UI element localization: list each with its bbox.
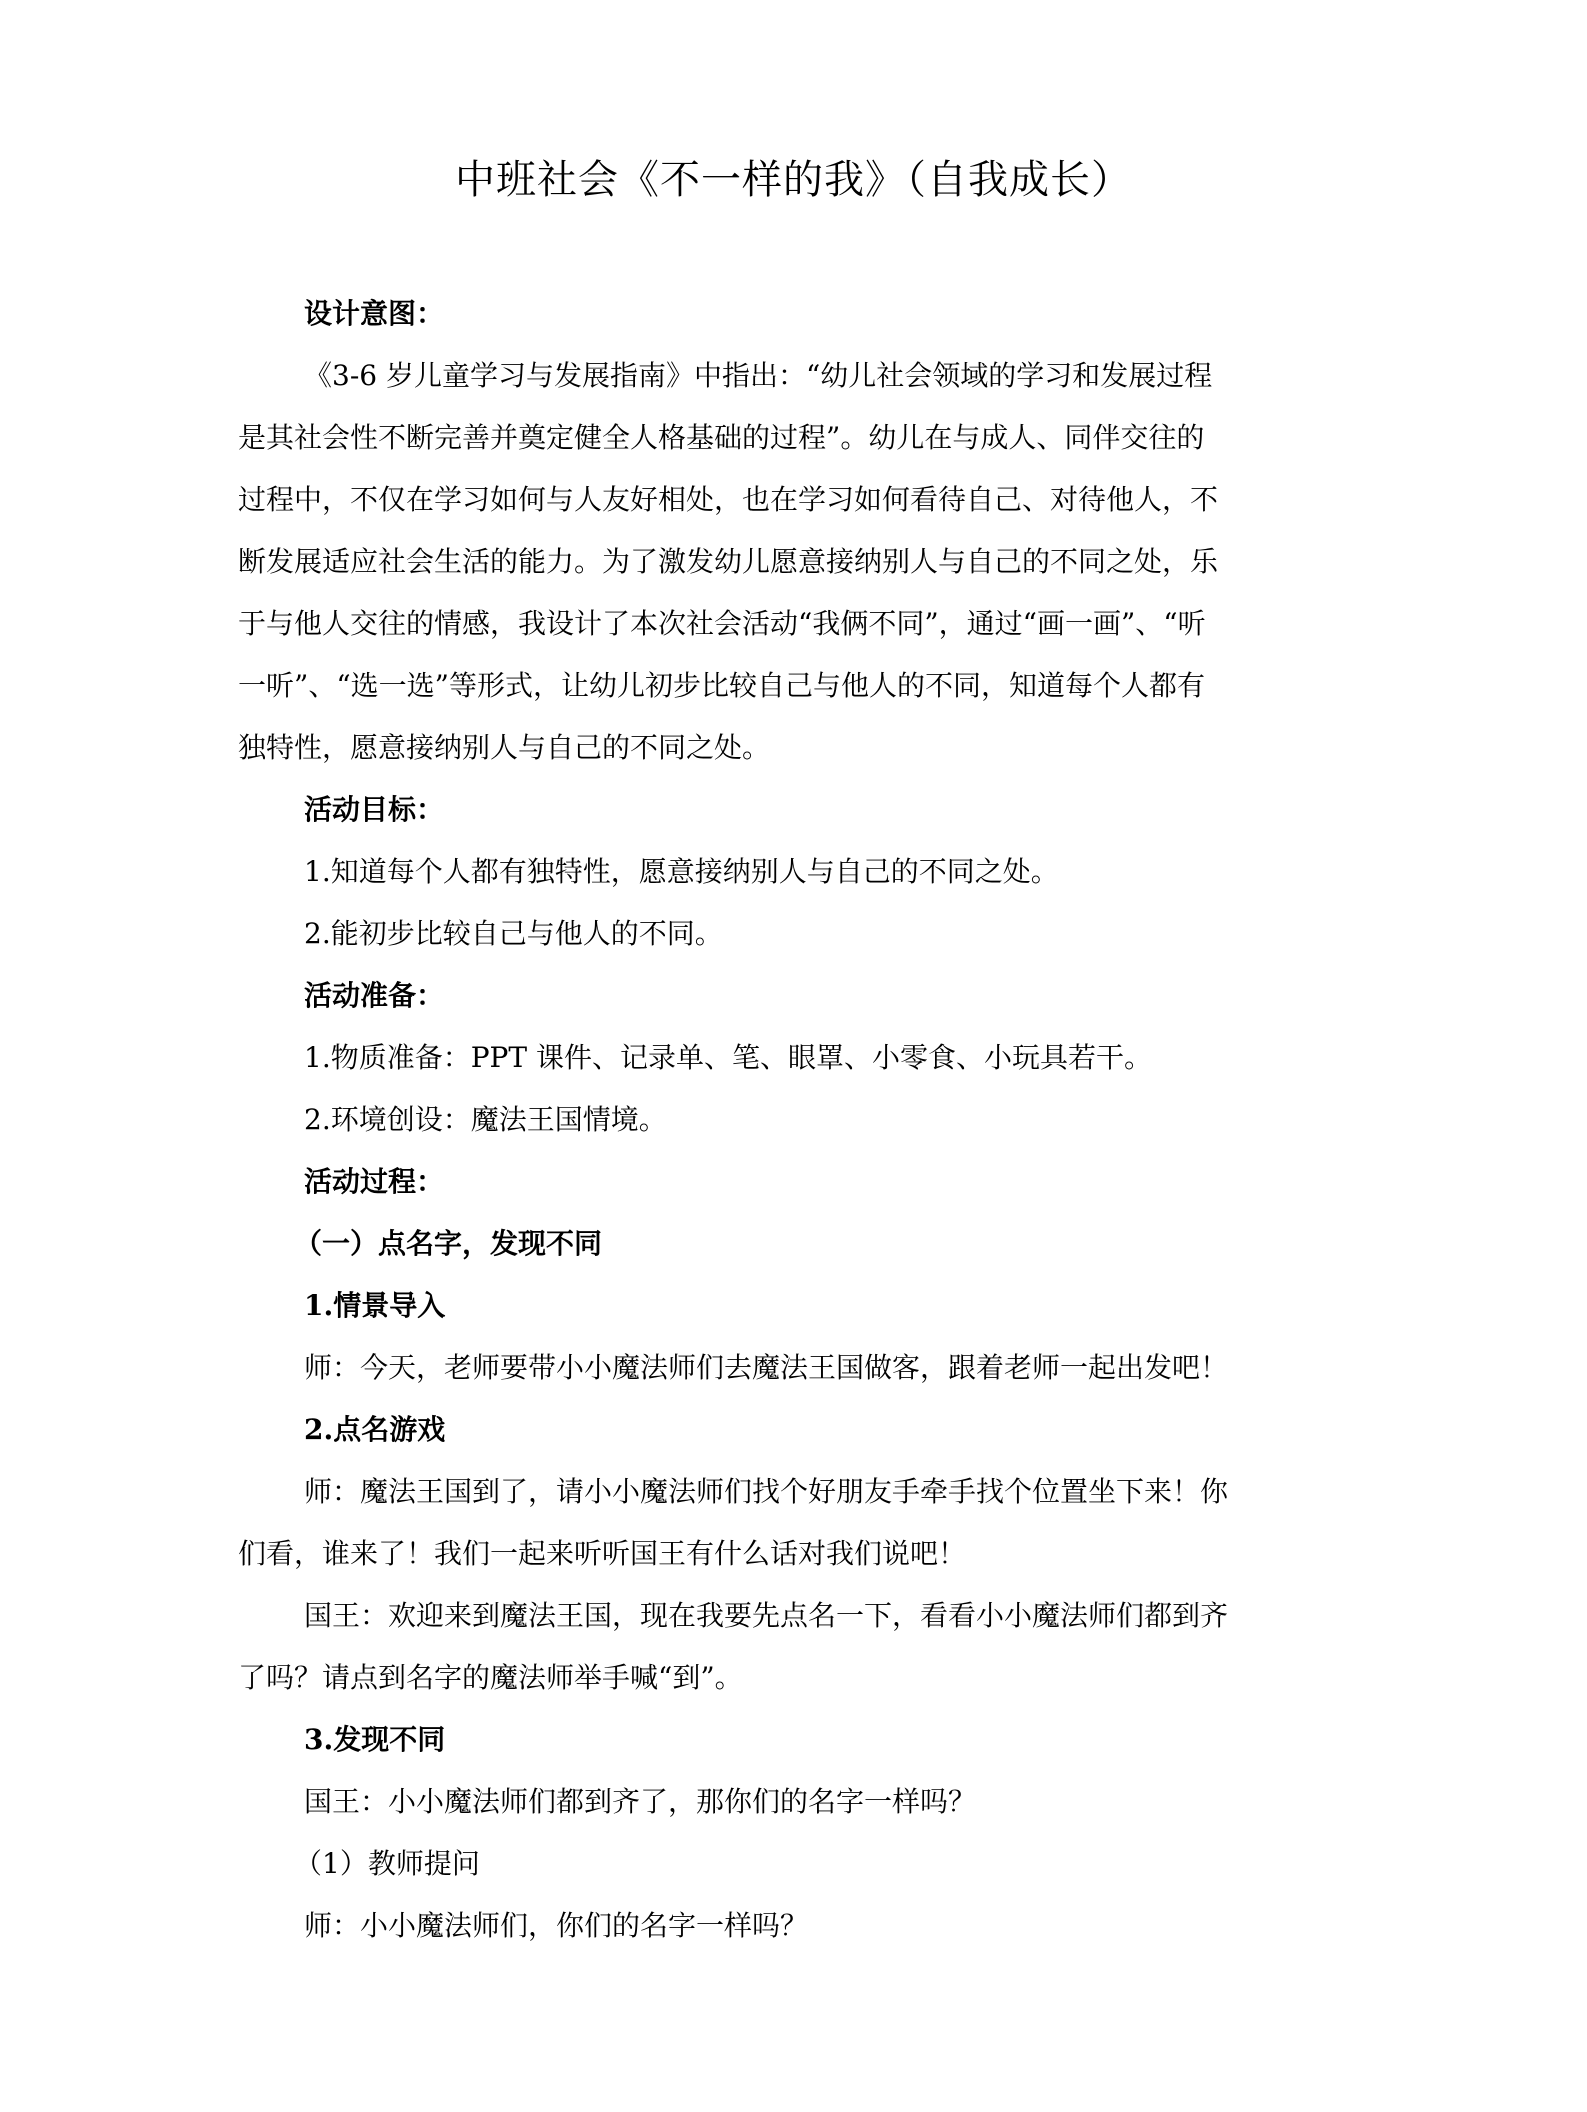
goal-item: 1.知道每个人都有独特性，愿意接纳别人与自己的不同之处。 [304,855,1059,888]
section-heading-process: 活动过程： [304,1165,445,1198]
section-heading-design-intent: 设计意图： [304,297,445,330]
goal-item: 2.能初步比较自己与他人的不同。 [304,917,723,950]
step-heading: 2.点名游戏 [304,1413,446,1446]
dialogue-line: 国王：小小魔法师们都到齐了，那你们的名字一样吗？ [304,1785,977,1818]
section-heading-preparation: 活动准备： [304,979,445,1012]
document-title: 中班社会《不一样的我》（自我成长） [455,157,1132,203]
sub-step-label: （1）教师提问 [294,1847,480,1880]
paragraph-line: 于与他人交往的情感，我设计了本次社会活动“我俩不同”，通过“画一画”、“听 [238,607,1206,640]
preparation-item: 1.物质准备：PPT 课件、记录单、笔、眼罩、小零食、小玩具若干。 [304,1041,1152,1074]
step-heading: 1.情景导入 [304,1289,446,1322]
section-preparation [238,965,1336,1151]
section-heading-goals: 活动目标： [304,793,445,826]
dialogue-line: 师：魔法王国到了，请小小魔法师们找个好朋友手牵手找个位置坐下来！你 [304,1475,1229,1508]
paragraph-line: 是其社会性不断完善并奠定健全人格基础的过程”。幼儿在与成人、同伴交往的 [238,421,1205,454]
dialogue-line: 师：小小魔法师们，你们的名字一样吗？ [304,1909,809,1942]
dialogue-line: 们看，谁来了！我们一起来听听国王有什么话对我们说吧！ [238,1537,967,1570]
dialogue-line: 了吗？请点到名字的魔法师举手喊“到”。 [238,1661,743,1694]
dialogue-line: 师：今天，老师要带小小魔法师们去魔法王国做客，跟着老师一起出发吧！ [304,1351,1229,1384]
paragraph-line: 过程中，不仅在学习如何与人友好相处，也在学习如何看待自己、对待他人，不 [238,483,1219,516]
section-design-intent [238,283,1336,779]
step-heading: 3.发现不同 [304,1723,446,1756]
section-process [238,1151,1336,1957]
part-heading: （一）点名字，发现不同 [294,1227,603,1260]
document-body [238,283,1336,1957]
paragraph-line: 独特性，愿意接纳别人与自己的不同之处。 [238,731,771,764]
section-goals [238,779,1336,965]
paragraph-line: 一听”、“选一选”等形式，让幼儿初步比较自己与他人的不同，知道每个人都有 [238,669,1205,702]
paragraph-line: 断发展适应社会生活的能力。为了激发幼儿愿意接纳别人与自己的不同之处，乐 [238,545,1219,578]
dialogue-line: 国王：欢迎来到魔法王国，现在我要先点名一下，看看小小魔法师们都到齐 [304,1599,1229,1632]
paragraph-line: 《3-6 岁儿童学习与发展指南》中指出：“幼儿社会领域的学习和发展过程 [304,359,1213,392]
preparation-item: 2.环境创设：魔法王国情境。 [304,1103,667,1136]
